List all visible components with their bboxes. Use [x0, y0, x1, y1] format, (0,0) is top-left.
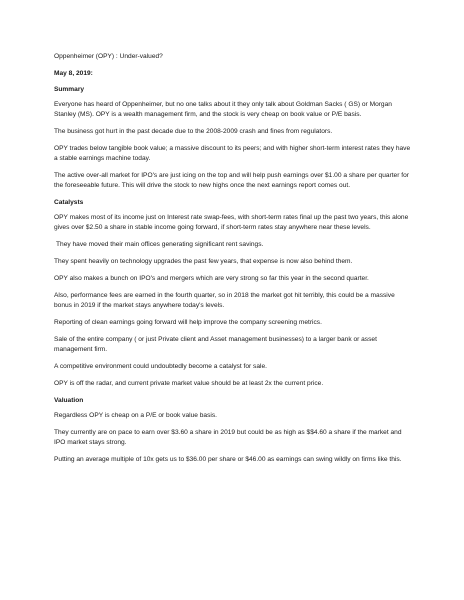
- paragraph: Sale of the entire company ( or just Private client and Asset management businesses) to a larger bank or asset management firm.: [54, 336, 377, 353]
- section-heading-summary: Summary: [54, 86, 85, 93]
- paragraph: The business got hurt in the past decade due to the 2008-2009 crash and fines from regulators.: [54, 128, 333, 135]
- paragraph: Putting an average multiple of 10x gets us to $36.00 per share or $46.00 as earnings can swing wildly on firms like this.: [54, 456, 402, 463]
- section-valuation: [54, 396, 414, 465]
- paragraph: Also, performance fees are earned in the fourth quarter, so in 2018 the market got hit terribly, this could be a massive bonus in 2019 if the market stays anywhere today's levels.: [54, 292, 395, 309]
- section-summary: [54, 85, 414, 191]
- paragraph: OPY trades below tangible book value; a massive discount to its peers; and with higher short-term interest rates they have a stable earnings machine today.: [54, 145, 411, 162]
- document-title: Oppenheimer (OPY) : Under-valued?: [54, 53, 163, 60]
- section-heading-catalysts: Catalysts: [54, 199, 84, 206]
- paragraph: The active over-all market for IPO's are just icing on the top and will help push earnings over $1.00 a share per quarter for the foreseeable future. This will drive the stock to new highs once the next earnings report comes out.: [54, 172, 409, 189]
- paragraph: A competitive environment could undoubtedly become a catalyst for sale.: [54, 363, 267, 370]
- section-catalysts: [54, 198, 414, 389]
- section-heading-valuation: Valuation: [54, 397, 84, 404]
- paragraph: Regardless OPY is cheap on a P/E or book value basis.: [54, 412, 217, 419]
- paragraph: They have moved their main offices generating significant rent savings.: [56, 241, 264, 248]
- paragraph: OPY makes most of its income just on Interest rate swap-fees, with short-term rates final up the past two years, this alone gives over $2.50 a share in stable income going forward, if short-term rates stay anywhere near these levels.: [54, 214, 409, 231]
- paragraph: OPY is off the radar, and current private market value should be at least 2x the current price.: [54, 380, 324, 387]
- paragraph: Reporting of clean earnings going forward will help improve the company screening metrics.: [54, 319, 322, 326]
- document-date: May 8, 2019:: [54, 70, 93, 77]
- paragraph: OPY also makes a bunch on IPO's and mergers which are very strong so far this year in the second quarter.: [54, 275, 369, 282]
- paragraph: Everyone has heard of Oppenheimer, but no one talks about it they only talk about Goldman Sacks ( GS) or Morgan Stanley (MS). OPY is a wealth management firm, and the stock is very cheap on book value or P/E basis.: [54, 101, 392, 118]
- paragraph: They currently are on pace to earn over $3.60 a share in 2019 but could be as high as $$4.60 a share if the market and IPO market stays strong.: [54, 429, 402, 446]
- paragraph: They spent heavily on technology upgrades the past few years, that expense is now also behind them.: [54, 258, 353, 265]
